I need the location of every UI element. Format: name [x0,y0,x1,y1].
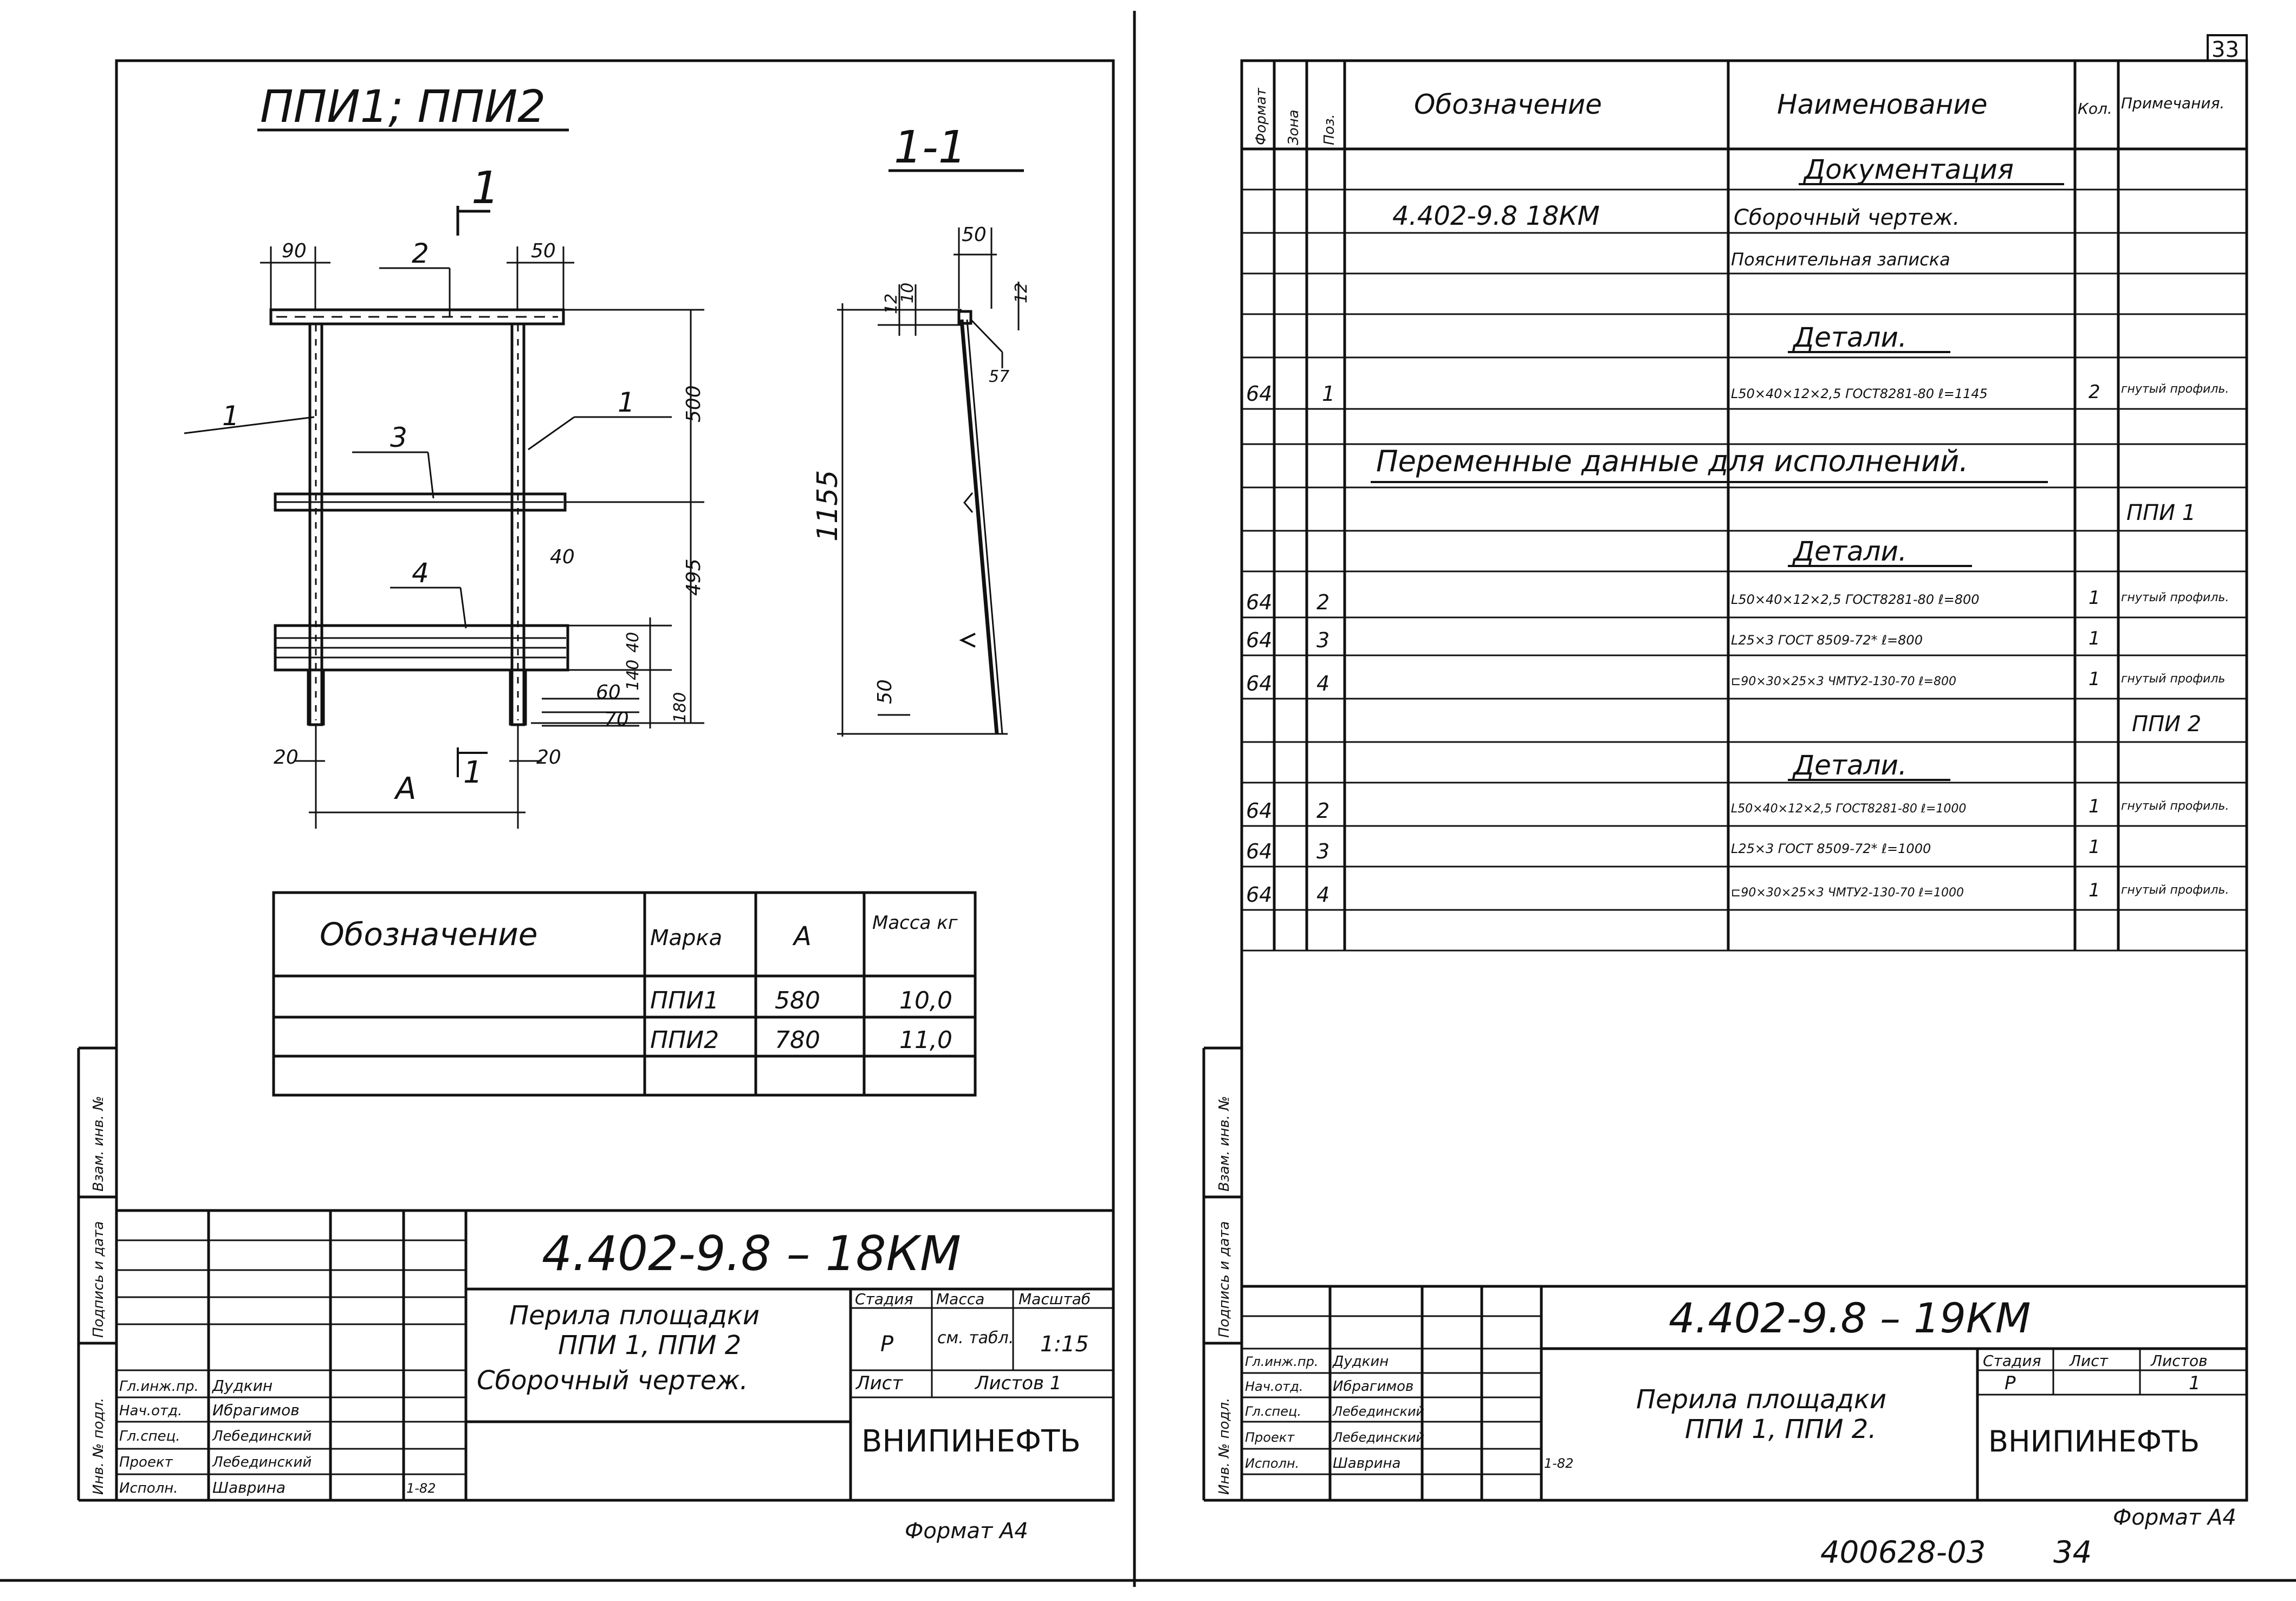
row-note-name: Пояснительная записка [1731,249,1950,270]
stamp-right-date: 1-82 [1544,1456,1574,1471]
stamp-right-stage: Р [2005,1372,2016,1394]
table-row-1-a: 580 [775,987,820,1014]
spec-header-designation: Обозначение [1414,89,1602,120]
row-assembly-name: Сборочный чертеж. [1734,205,1960,230]
stamp-right-role-3: Гл.спец. [1245,1404,1301,1419]
side-right-inv-no: Инв. № подл. [1216,1397,1233,1495]
row-1-qty: 2 [2089,381,2100,403]
table-row-1-mark: ППИ1 [650,987,719,1014]
table-header-mark: Марка [650,926,723,951]
side-signature-date: Подпись и дата [90,1221,107,1338]
table-header-mass: Масса кг [872,912,958,934]
stamp-right-role-4: Проект [1245,1430,1295,1445]
stamp-right-name-5: Шаврина [1333,1455,1401,1472]
page-number: 34 [2053,1535,2092,1570]
stamp-role-3: Гл.спец. [119,1428,180,1444]
stamp-right-role-2: Нач.отд. [1245,1379,1303,1394]
dim-40-board: 40 [624,632,643,653]
row-1-format: 64 [1246,382,1273,406]
pos-3-label: 3 [390,422,407,453]
stamp-title-1: Перила площадки [509,1300,760,1331]
dim-495: 495 [683,558,705,596]
dim-70: 70 [604,708,629,731]
side-right-replace-inv: Взам. инв. № [1216,1096,1233,1192]
row-1-note: гнутый профиль. [2121,382,2229,396]
row-4-note: гнутый профиль [2121,672,2226,686]
dim-500: 500 [683,385,705,422]
row-3-name: L25×3 ГОСТ 8509-72* ℓ=800 [1731,633,1923,648]
spec-header-zone: Зона [1286,109,1302,145]
stamp-right-org: ВНИПИНЕФТЬ [1988,1424,2200,1459]
right-frame [1242,61,2247,1500]
row-3-pos: 3 [1316,628,1330,652]
stamp-right-role-1: Гл.инж.пр. [1245,1354,1319,1369]
dim-20-left: 20 [274,746,299,769]
row-7-name: ⊏90×30×25×3 ЧМТУ2-130-70 ℓ=1000 [1731,886,1964,900]
row-5-format: 64 [1246,799,1273,823]
section-details-1: Детали. [1793,322,1907,353]
stamp-name-5: Шаврина [212,1479,286,1496]
row-7-qty: 1 [2089,880,2100,901]
dim-1155: 1155 [812,470,844,542]
format-label-left: Формат А4 [905,1519,1028,1544]
stamp-date: 1-82 [406,1481,436,1496]
dim-50: 50 [531,240,556,262]
row-6-name: L25×3 ГОСТ 8509-72* ℓ=1000 [1731,841,1931,856]
side-right-signature-date: Подпись и дата [1216,1221,1233,1338]
stamp-scale: 1:15 [1040,1332,1089,1357]
pos-2-label: 2 [412,238,429,269]
row-5-note: гнутый профиль. [2121,799,2229,813]
stamp-scale-header: Масштаб [1019,1290,1091,1308]
stamp-sheets-header: Листов 1 [975,1372,1062,1394]
section-documentation: Документация [1804,154,2014,185]
dim-12-section-b: 12 [1012,282,1031,303]
row-6-qty: 1 [2089,836,2100,858]
stamp-right-stage-header: Стадия [1983,1352,2041,1370]
table-row-2-a: 780 [775,1026,820,1054]
dim-50-section: 50 [962,224,987,246]
pos-1-right-label: 1 [618,387,635,418]
section-details-2: Детали. [1793,536,1907,567]
row-6-format: 64 [1246,839,1273,863]
stamp-right-name-4: Лебединский [1333,1430,1425,1445]
spec-header-pos: Поз. [1321,114,1338,145]
dim-140: 140 [624,659,643,691]
dim-90: 90 [282,240,307,262]
label-ppi2: ППИ 2 [2132,712,2202,737]
row-5-qty: 1 [2089,796,2100,817]
table-header-designation: Обозначение [320,916,538,953]
dim-180: 180 [671,692,690,723]
left-frame [116,61,1113,1500]
section-variable-data: Переменные данные для исполнений. [1376,444,1969,478]
stamp-mass-header: Масса [936,1290,985,1308]
stamp-name-4: Лебединский [212,1454,312,1470]
dim-a: A [395,771,417,806]
row-2-format: 64 [1246,590,1273,614]
row-2-name: L50×40×12×2,5 ГОСТ8281-80 ℓ=800 [1731,592,1980,607]
dim-60: 60 [596,681,621,704]
stamp-name-3: Лебединский [212,1428,312,1444]
stamp-sheet-header: Лист [856,1372,903,1394]
stamp-right-title-1: Перила площадки [1636,1384,1887,1415]
row-4-name: ⊏90×30×25×3 ЧМТУ2-130-70 ℓ=800 [1731,675,1956,688]
table-header-a: А [794,921,812,952]
stamp-right-sheets-header: Листов [2151,1352,2208,1370]
drawing-title: ППИ1; ППИ2 [260,81,546,133]
stamp-title-2: ППИ 1, ППИ 2 [558,1330,742,1361]
stamp-stage-header: Стадия [855,1290,913,1308]
side-replace-inv: Взам. инв. № [90,1096,107,1192]
sheet-number: 33 [2211,37,2239,62]
pos-1-left-label: 1 [222,400,239,432]
row-4-qty: 1 [2089,668,2100,690]
stamp-role-4: Проект [119,1454,173,1470]
format-label-right: Формат А4 [2113,1505,2236,1530]
row-5-pos: 2 [1316,799,1330,823]
dim-12-section-a: 12 [882,293,901,314]
stamp-right-role-5: Исполн. [1245,1456,1300,1471]
row-assembly-code: 4.402-9.8 18КМ [1392,201,1600,231]
row-7-note: гнутый профиль. [2121,883,2229,897]
section-mark-bottom: 1 [463,755,483,790]
label-ppi1: ППИ 1 [2126,500,2196,525]
spec-header-name: Наименование [1777,89,1988,120]
stamp-code-right: 4.402-9.8 – 19КМ [1669,1294,2031,1342]
stamp-name-1: Дудкин [212,1377,273,1395]
row-3-qty: 1 [2089,628,2100,649]
stamp-role-5: Исполн. [119,1480,178,1496]
stamp-mass: см. табл. [937,1329,1014,1348]
pos-4-label: 4 [412,557,429,589]
table-row-2-mass: 11,0 [899,1026,952,1054]
spec-header-notes: Примечания. [2121,94,2225,112]
section-mark-top: 1 [471,162,500,214]
dim-20-right: 20 [536,746,561,769]
stamp-right-sheet-header: Лист [2070,1352,2108,1370]
dim-10-section: 10 [898,282,917,303]
row-6-pos: 3 [1316,839,1330,863]
stamp-role-2: Нач.отд. [119,1403,183,1419]
row-4-format: 64 [1246,672,1273,695]
row-7-pos: 4 [1316,883,1330,907]
stamp-name-2: Ибрагимов [212,1401,300,1419]
row-4-pos: 4 [1316,672,1330,695]
stamp-right-sheets: 1 [2189,1372,2201,1394]
stamp-role-1: Гл.инж.пр. [119,1378,199,1395]
row-2-qty: 1 [2089,587,2100,609]
side-inv-no: Инв. № подл. [90,1397,107,1495]
row-1-name: L50×40×12×2,5 ГОСТ8281-80 ℓ=1145 [1731,386,1988,401]
stamp-right-name-3: Лебединский [1333,1404,1425,1419]
spec-header-format: Формат [1253,88,1269,145]
table-row-2-mark: ППИ2 [650,1026,719,1054]
archive-number: 400628-03 [1820,1535,1986,1570]
row-5-name: L50×40×12×2,5 ГОСТ8281-80 ℓ=1000 [1731,802,1967,816]
row-7-format: 64 [1246,883,1273,907]
row-3-format: 64 [1246,628,1273,652]
stamp-right-name-2: Ибрагимов [1333,1378,1414,1395]
section-details-3: Детали. [1793,750,1907,781]
row-1-pos: 1 [1322,382,1335,406]
table-row-1-mass: 10,0 [899,987,952,1014]
stamp-code: 4.402-9.8 – 18КМ [542,1226,961,1281]
stamp-title-3: Сборочный чертеж. [477,1365,748,1396]
stamp-right-name-1: Дудкин [1333,1353,1389,1370]
dim-57: 57 [989,367,1010,386]
dim-40-post: 40 [550,546,575,568]
section-title: 1-1 [894,122,967,173]
dim-50-section-bottom: 50 [874,679,896,704]
stamp-org: ВНИПИНЕФТЬ [861,1424,1081,1459]
stamp-stage: Р [880,1332,894,1357]
stamp-right-title-2: ППИ 1, ППИ 2. [1685,1414,1877,1444]
spec-header-qty: Кол. [2078,100,2112,118]
row-2-note: гнутый профиль. [2121,591,2229,604]
row-2-pos: 2 [1316,590,1330,614]
